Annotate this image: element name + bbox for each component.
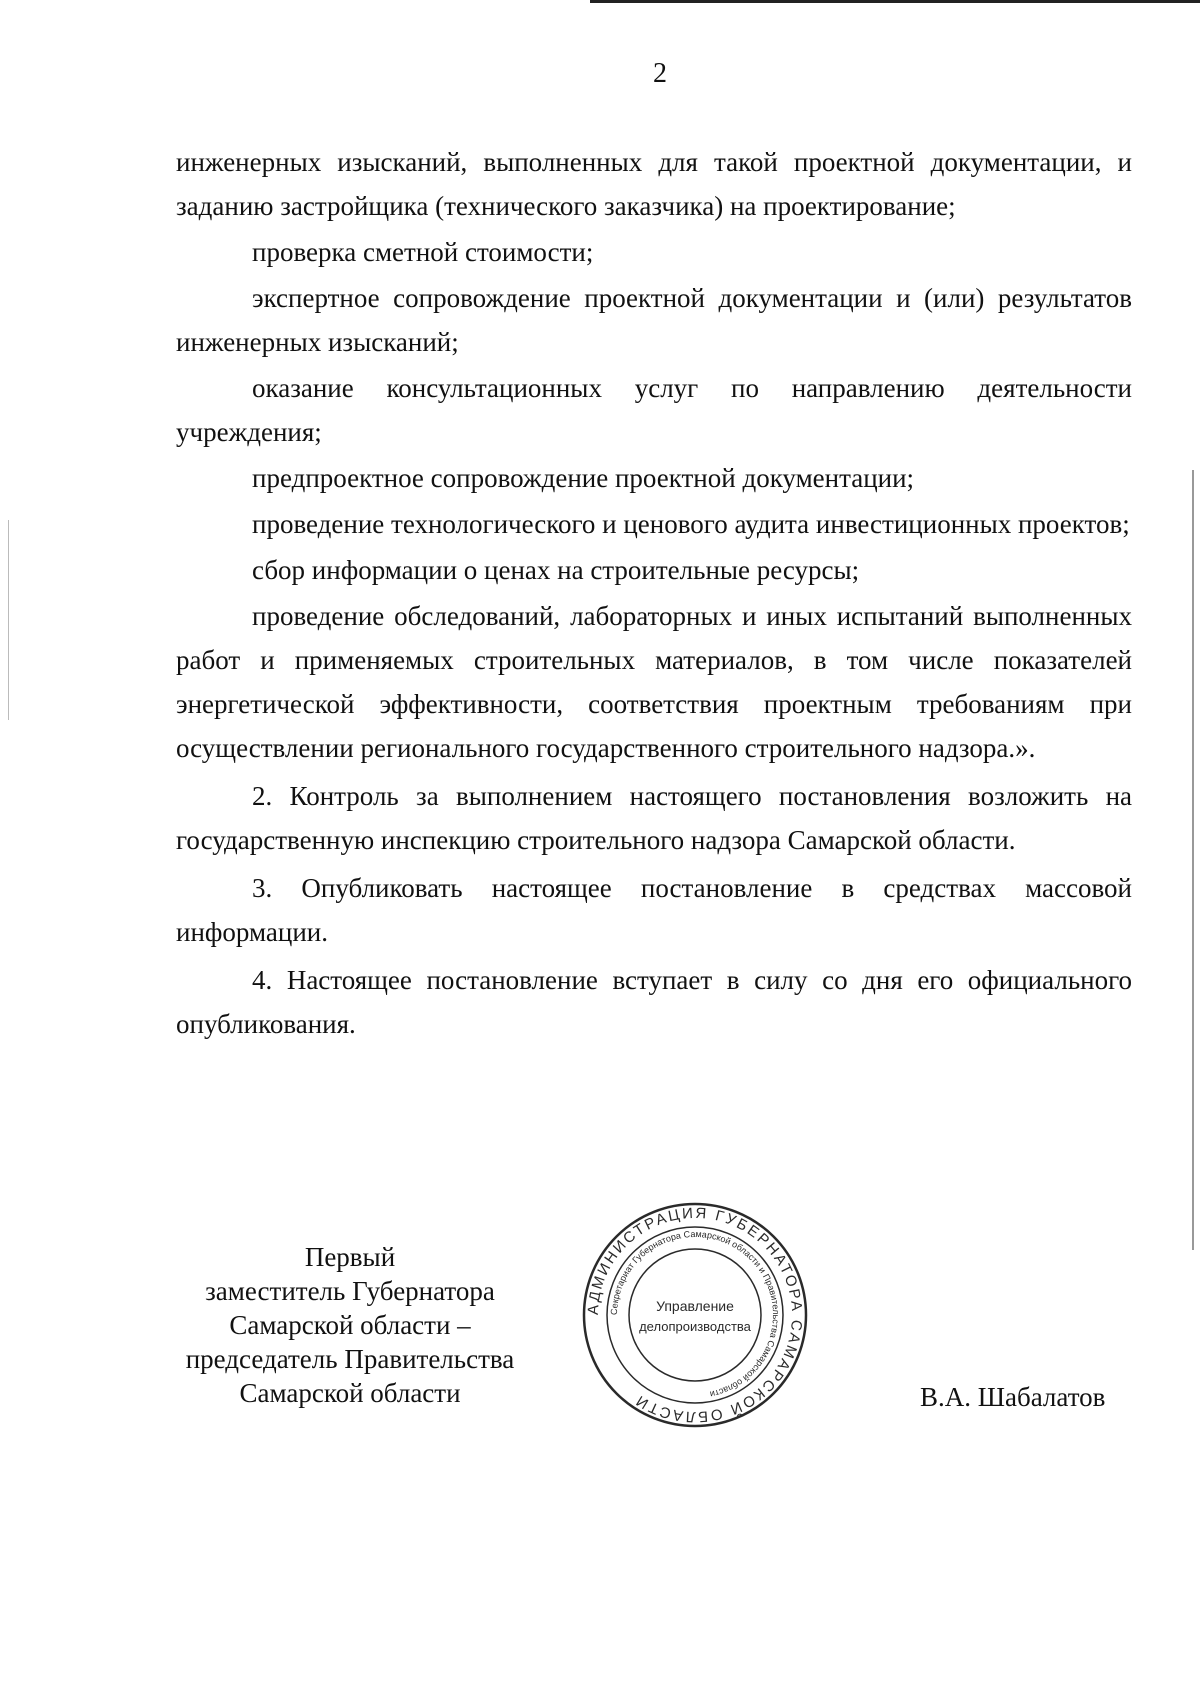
stamp-inner-text: Секретариат Губернатора Самарской области и Правительства Самарской области [608,1228,782,1400]
list-item-price-info: сбор информации о ценах на строительные ресурсы; [252,555,860,585]
clause-3: 3. Опубликовать настоящее постановление в средствах массовой информации. [176,873,1132,947]
paragraph-continuation: инженерных изысканий, выполненных для такой проектной документации, и заданию застройщика (технического заказчика) на проектирование; [176,147,1132,221]
official-stamp [580,1200,810,1430]
page-number: 2 [653,58,667,89]
list-item-preproject-support: предпроектное сопровождение проектной документации; [252,463,915,493]
stamp-outer-text: АДМИНИСТРАЦИЯ ГУБЕРНАТОРА САМАРСКОЙ ОБЛАСТИ [584,1204,806,1426]
list-item-expert-support: экспертное сопровождение проектной документации и (или) результатов инженерных изысканий; [176,283,1132,357]
clause-4: 4. Настоящее постановление вступает в силу со дня его официального опубликования. [176,965,1132,1039]
stamp-center-line2: делопроизводства [639,1319,751,1334]
position-line: Самарской области – [229,1310,471,1340]
scan-edge-left [8,520,9,720]
list-item-estimate-check: проверка сметной стоимости; [252,237,594,267]
signatory-name: В.А. Шабалатов [920,1382,1106,1412]
list-item-audit: проведение технологического и ценового аудита инвестиционных проектов; [252,509,1130,539]
document-body [176,140,1132,1046]
position-line: заместитель Губернатора [205,1276,495,1306]
stamp-center-line1: Управление [656,1298,734,1314]
signatory-position [150,1240,550,1410]
position-line: Самарской области [239,1378,461,1408]
list-item-consulting: оказание консультационных услуг по направлению деятельности учреждения; [176,373,1132,447]
clause-2: 2. Контроль за выполнением настоящего постановления возложить на государственную инспекцию строительного надзора Самарской области. [176,781,1132,855]
list-item-inspections: проведение обследований, лабораторных и иных испытаний выполненных работ и применяемых строительных материалов, в том числе показателей энергетической эффективности, соответствия проектным требованиям при осуществлении регионального государственного строительного надзора.». [176,601,1132,763]
position-line: председатель Правительства [185,1344,515,1374]
scan-edge-top [590,0,1200,3]
position-line: Первый [304,1242,396,1272]
scan-edge-right [1192,470,1194,1250]
